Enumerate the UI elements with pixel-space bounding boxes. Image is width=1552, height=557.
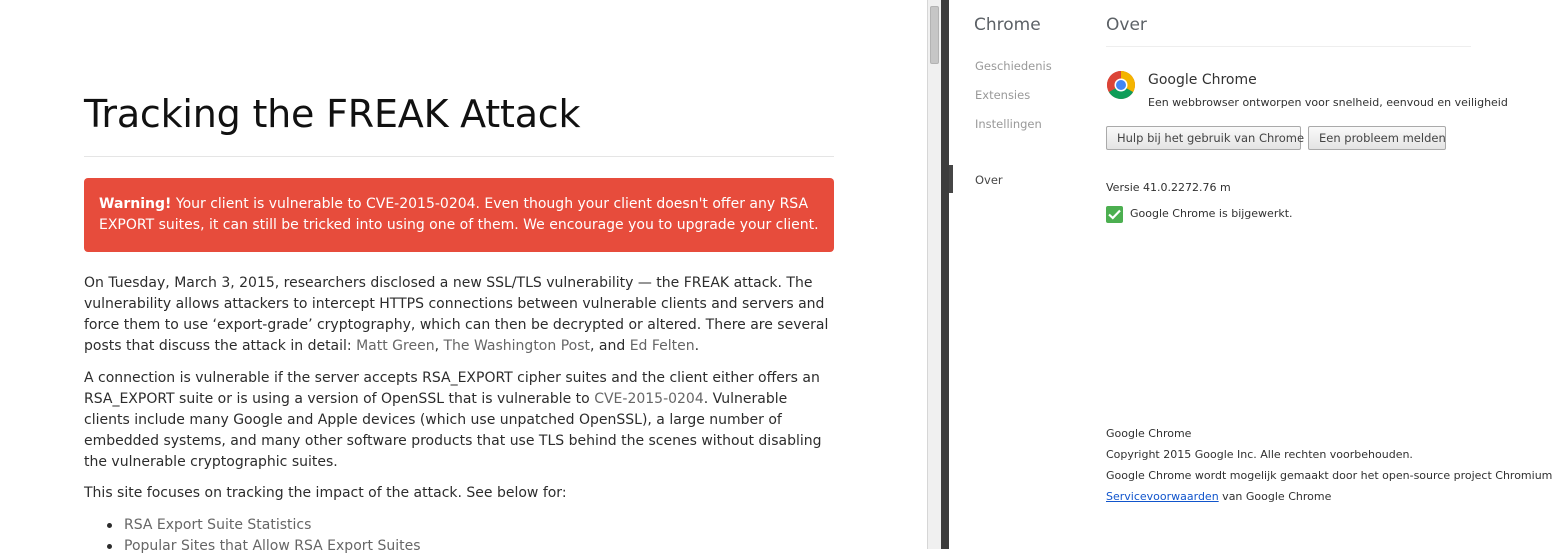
link-cve[interactable]: CVE-2015-0204 — [594, 391, 704, 407]
warning-label: Warning! — [99, 196, 172, 212]
scrollbar-thumb[interactable] — [930, 6, 939, 64]
intro-separator: , — [434, 338, 444, 354]
focus-paragraph: This site focuses on tracking the impact of the attack. See below for: — [84, 485, 567, 501]
chrome-about-pane — [949, 0, 1552, 549]
intro-separator: , and — [590, 338, 630, 354]
nav-selected-indicator — [949, 165, 953, 193]
heading-divider — [1106, 46, 1471, 47]
nav-item-about[interactable]: Over — [975, 173, 1003, 187]
terms-suffix: van Google Chrome — [1218, 490, 1332, 503]
intro-paragraph — [84, 273, 836, 357]
list-item[interactable] — [124, 515, 421, 536]
footer-copyright: Copyright 2015 Google Inc. Alle rechten voorbehouden. — [1106, 448, 1413, 461]
chrome-logo-icon — [1106, 70, 1136, 100]
resource-list — [124, 515, 421, 557]
intro-end: . — [694, 338, 700, 354]
page-title: Over — [1106, 15, 1147, 35]
link-washington-post[interactable]: The Washington Post — [443, 338, 590, 354]
article-title: Tracking the FREAK Attack — [84, 92, 581, 136]
window-divider — [941, 0, 949, 549]
report-issue-button[interactable]: Een probleem melden — [1308, 126, 1446, 150]
warning-text: Your client is vulnerable to CVE-2015-0204. Even though your client doesn't offer any RSA EXPORT suites, it can still be tricked into using one of them. We encourage you to upgrade your client. — [99, 196, 819, 233]
nav-item-extensions[interactable]: Extensies — [975, 88, 1031, 102]
list-item-link[interactable]: Popular Sites that Allow RSA Export Suites — [124, 538, 421, 554]
nav-item-history[interactable]: Geschiedenis — [975, 59, 1052, 73]
update-status: Google Chrome is bijgewerkt. — [1130, 207, 1293, 220]
list-item-link[interactable]: RSA Export Suite Statistics — [124, 517, 312, 533]
intro-text: On Tuesday, March 3, 2015, researchers disclosed a new SSL/TLS vulnerability — the FREAK attack. The vulnerability allows attackers to intercept HTTPS connections between vulnerable clients and servers and force them to use ‘export-grade’ cryptography, which can then be decrypted or altered. There are several posts that discuss the attack in detail: — [84, 275, 829, 354]
app-title: Chrome — [974, 15, 1041, 35]
checkmark-icon — [1106, 206, 1123, 223]
vulnerability-rest: . Vulnerable clients include many Google and Apple devices (which use unpatched OpenSSL), a large number of embedded systems, and many other software products that use TLS behind the scenes without disabling the vulnerable cryptographic suites. — [84, 391, 822, 470]
link-matt-green[interactable]: Matt Green — [356, 338, 435, 354]
footer-opensource: Google Chrome wordt mogelijk gemaakt door het open-source project Chromium — [1106, 469, 1552, 482]
vulnerability-paragraph — [84, 368, 836, 473]
list-item[interactable] — [124, 536, 421, 557]
vertical-scrollbar[interactable] — [927, 0, 941, 549]
help-button[interactable]: Hulp bij het gebruik van Chrome — [1106, 126, 1301, 150]
product-description: Een webbrowser ontworpen voor snelheid, eenvoud en veiligheid — [1148, 96, 1508, 109]
terms-of-service-link[interactable]: Servicevoorwaarden — [1106, 490, 1219, 503]
vulnerability-text: A connection is vulnerable if the server accepts RSA_EXPORT cipher suites and the client either offers an RSA_EXPORT suite or is using a version of OpenSSL that is vulnerable to — [84, 370, 820, 407]
nav-item-settings[interactable]: Instellingen — [975, 117, 1042, 131]
title-divider — [84, 156, 834, 157]
link-ed-felten[interactable]: Ed Felten — [629, 338, 695, 354]
version-label: Versie 41.0.2272.76 m — [1106, 181, 1231, 194]
warning-alert — [84, 178, 834, 252]
product-name: Google Chrome — [1148, 72, 1257, 88]
footer-terms — [1106, 490, 1471, 503]
footer-product-name: Google Chrome — [1106, 427, 1192, 440]
